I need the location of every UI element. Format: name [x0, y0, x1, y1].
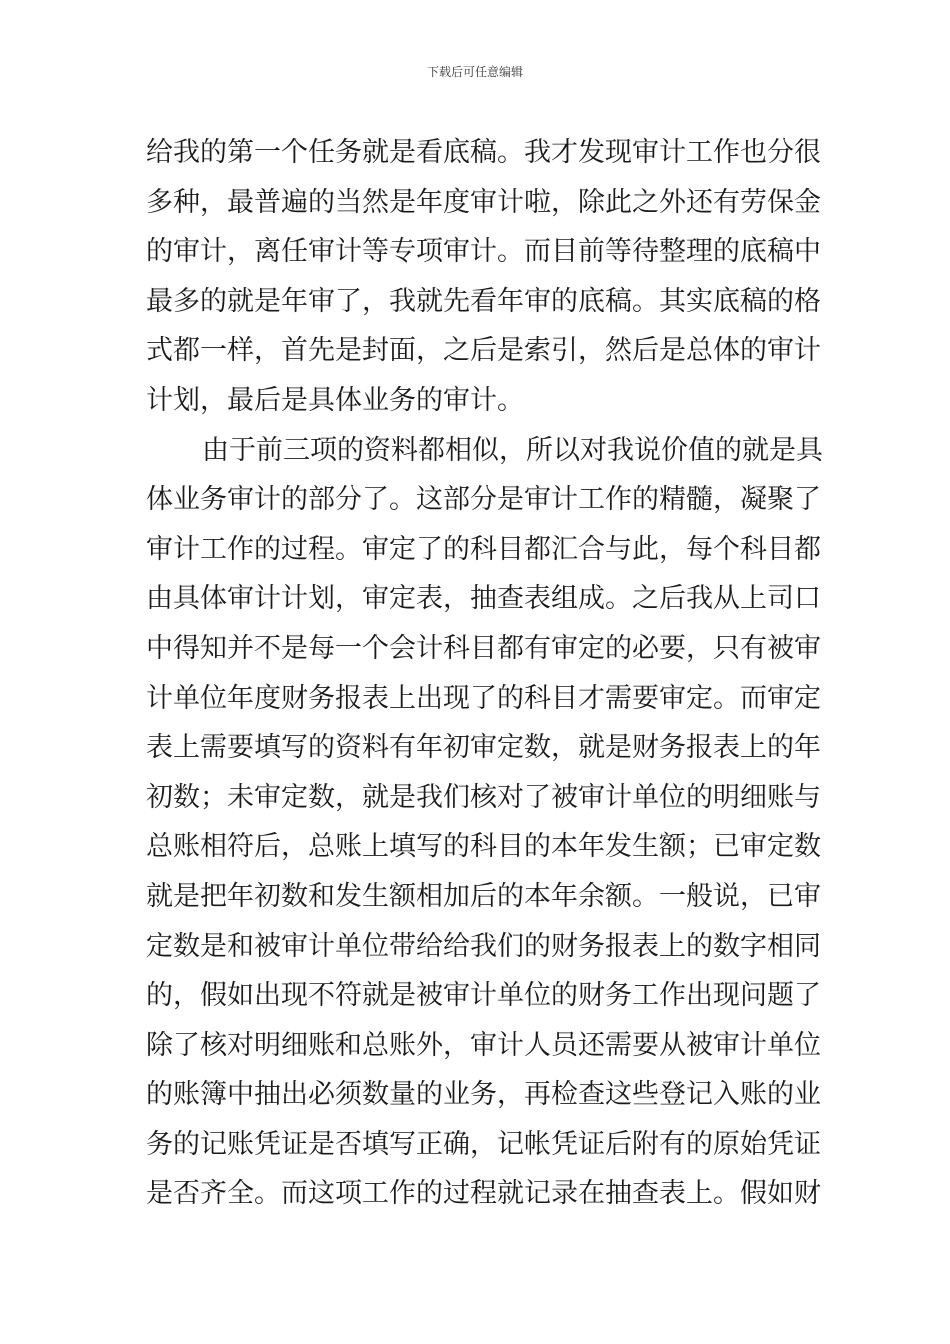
text-line: 由具体审计计划，审定表，抽查表组成。之后我从上司口 [146, 583, 821, 615]
text-line: 的，假如出现不符就是被审计单位的财务工作出现问题了 [146, 980, 821, 1012]
text-line: 计单位年度财务报表上出现了的科目才需要审定。而审定 [146, 682, 821, 714]
text-line: 表上需要填写的资料有年初审定数，就是财务报表上的年 [146, 732, 821, 764]
text-line: 务的记账凭证是否填写正确，记帐凭证后附有的原始凭证 [146, 1128, 821, 1160]
text-line: 定数是和被审计单位带给给我们的财务报表上的数字相同 [146, 930, 821, 962]
text-line: 就是把年初数和发生额相加后的本年余额。一般说，已审 [146, 880, 821, 912]
text-line: 的审计，离任审计等专项审计。而目前等待整理的底稿中 [146, 236, 821, 268]
paragraph-start-line: 由于前三项的资料都相似，所以对我说价值的就是具 [202, 434, 823, 466]
page-header: 下载后可任意编辑 [426, 65, 523, 79]
text-line: 是否齐全。而这项工作的过程就记录在抽查表上。假如财 [146, 1178, 821, 1210]
text-line: 最多的就是年审了，我就先看年审的底稿。其实底稿的格 [146, 285, 821, 317]
text-line: 计划，最后是具体业务的审计。 [146, 384, 524, 416]
text-line: 审计工作的过程。审定了的科目都汇合与此，每个科目都 [146, 533, 821, 565]
text-line: 的账簿中抽出必须数量的业务，再检查这些登记入账的业 [146, 1079, 821, 1111]
text-line: 给我的第一个任务就是看底稿。我才发现审计工作也分很 [146, 137, 821, 168]
text-line: 体业务审计的部分了。这部分是审计工作的精髓，凝聚了 [146, 484, 821, 516]
text-line: 中得知并不是每一个会计科目都有审定的必要，只有被审 [146, 632, 821, 664]
text-line: 式都一样，首先是封面，之后是索引，然后是总体的审计 [146, 335, 821, 367]
text-line: 多种，最普遍的当然是年度审计啦，除此之外还有劳保金 [146, 186, 821, 218]
text-line: 总账相符后，总账上填写的科目的本年发生额；已审定数 [146, 831, 821, 863]
text-line: 初数；未审定数，就是我们核对了被审计单位的明细账与 [146, 781, 821, 813]
document-body [146, 128, 823, 1219]
text-line: 除了核对明细账和总账外，审计人员还需要从被审计单位 [146, 1029, 821, 1061]
